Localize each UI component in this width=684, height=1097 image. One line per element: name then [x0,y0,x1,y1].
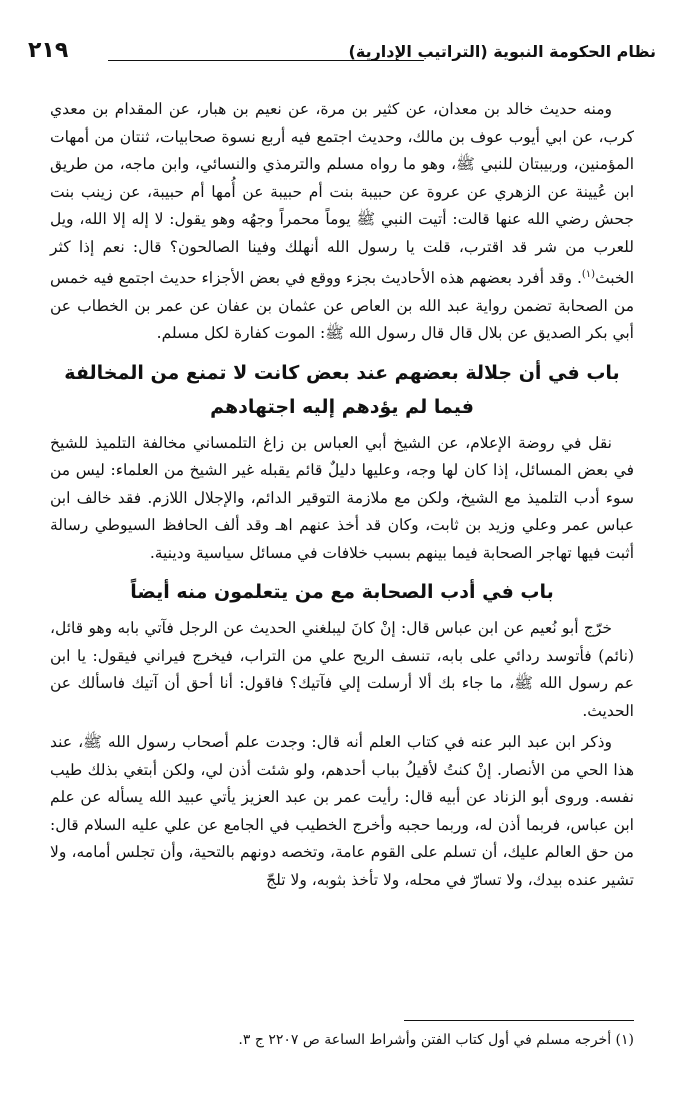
paragraph-1 [50,96,634,348]
running-header [28,36,656,72]
running-title: نظام الحكومة النبوية (التراتيب الإدارية) [348,42,656,61]
page-number: ٢١٩ [28,38,69,63]
paragraph-3: خرّج أبو نُعيم عن ابن عباس قال: إنْ كانَ ليبلغني الحديث عن الرجل فآتي بابه وهو قائل، (نائم) فأتوسد ردائي على بابه، تنسف الريح علي من التراب، فيخرج فيراني فيقول: يا ابن عم رسول الله ﷺ، ما جاء بك ألا أرسلت إلي فآتيك؟ فاقول: أنا أحق أن آتيك فاسألك عن الحديث. [50,619,634,720]
paragraph-1-tail: . وقد أفرد بعضهم هذه الأحاديث بجزء ووقع في بعض الأجزاء حديث اجتمع فيه خمس من الصحابة تضمن رواية عبد الله بن العاص عن عثمان بن عفان عن عمر بن الخطاب عن أبي بكر الصديق عن بلال قال قال رسول الله ﷺ: الموت كفارة لكل مسلم. [50,269,634,343]
footnote-marker: (١) [581,269,596,280]
footnote: (١) أخرجه مسلم في أول كتاب الفتن وأشراط الساعة ص ٢٢٠٧ ج ٣. [238,1032,634,1048]
paragraph-4: وذكر ابن عبد البر عنه في كتاب العلم أنه قال: وجدت علم أصحاب رسول الله ﷺ، عند هذا الحي من الأنصار. إنْ كنتُ لأقيلُ بباب أحدهم، ولو شئت أذن لي، ولكن أبتغي بذلك طيب نفسه. وروى أبو الزناد عن أبيه قال: رأيت عمر بن عبد العزيز يأتي عبيد الله يسأله عن علم ابن عباس، فربما أذن له، وربما حجبه وأخرج الخطيب في الجامع عن علي عليه السلام قال: من حق العالم عليك، أن تسلم على القوم عامة، وتخصه دونهم بالتحية، وأن تجلس أمامه، ولا تشير عنده بيدك، ولا تسارّ في محله، ولا تأخذ بثوبه، ولا تلجّ [50,733,634,889]
section-heading-2: باب في أدب الصحابة مع من يتعلمون منه أيضاً [130,581,554,604]
page-body [50,96,634,898]
header-rule [108,60,424,61]
paragraph-2: نقل في روضة الإعلام، عن الشيخ أبي العباس بن زاغ التلمساني مخالفة التلميذ للشيخ في بعض المسائل، إذا كان لها وجه، وعليها دليلٌ قائم يقبله غير الشيخ من العلماء: ليس من سوء أدب التلميذ مع الشيخ، ولكن مع ملازمة التوقير الدائم، والإجلال اللازم. فقد خالف ابن عباس عمر وعلي وزيد بن ثابت، وكان قد أخذ عنهم اهـ وقد ألف الحافظ السيوطي رسالة أثبت فيها تهاجر الصحابة فيما بينهم بسبب خلافات في مسائل سياسية ودينية. [50,433,634,562]
paragraph-1-text: ومنه حديث خالد بن معدان، عن كثير بن مرة، عن نعيم بن هبار، عن المقدام بن معدي كرب، عن ابي أيوب عوف بن مالك، وحديث اجتمع فيه أربع نسوة صحابيات، ثنتان من أمهات المؤمنين، وربيبتان للنبي ﷺ، وهو ما رواه مسلم والترمذي والنسائي، وابن ماجه، من طريق ابن عُيينة عن الزهري عن عروة عن حبيبة بنت أم حبيبة عن أُمها أم حبيبة، عن زينب بنت جحش رضي الله عنها قالت: أتيت النبي ﷺ يوماً محمراً وجهُه وهو يقول: لا إله إلا الله، ويل للعرب من شر قد اقترب، قلت يا رسول الله أنهلك وفينا الصالحون؟ قال: نعم إذا كثر الخبث [50,100,634,288]
footnote-rule [404,1020,634,1021]
section-heading-1: باب في أن جلالة بعضهم عند بعض كانت لا تمنع من المخالفة فيما لم يؤدهم إليه اجتهادهم [64,361,620,418]
